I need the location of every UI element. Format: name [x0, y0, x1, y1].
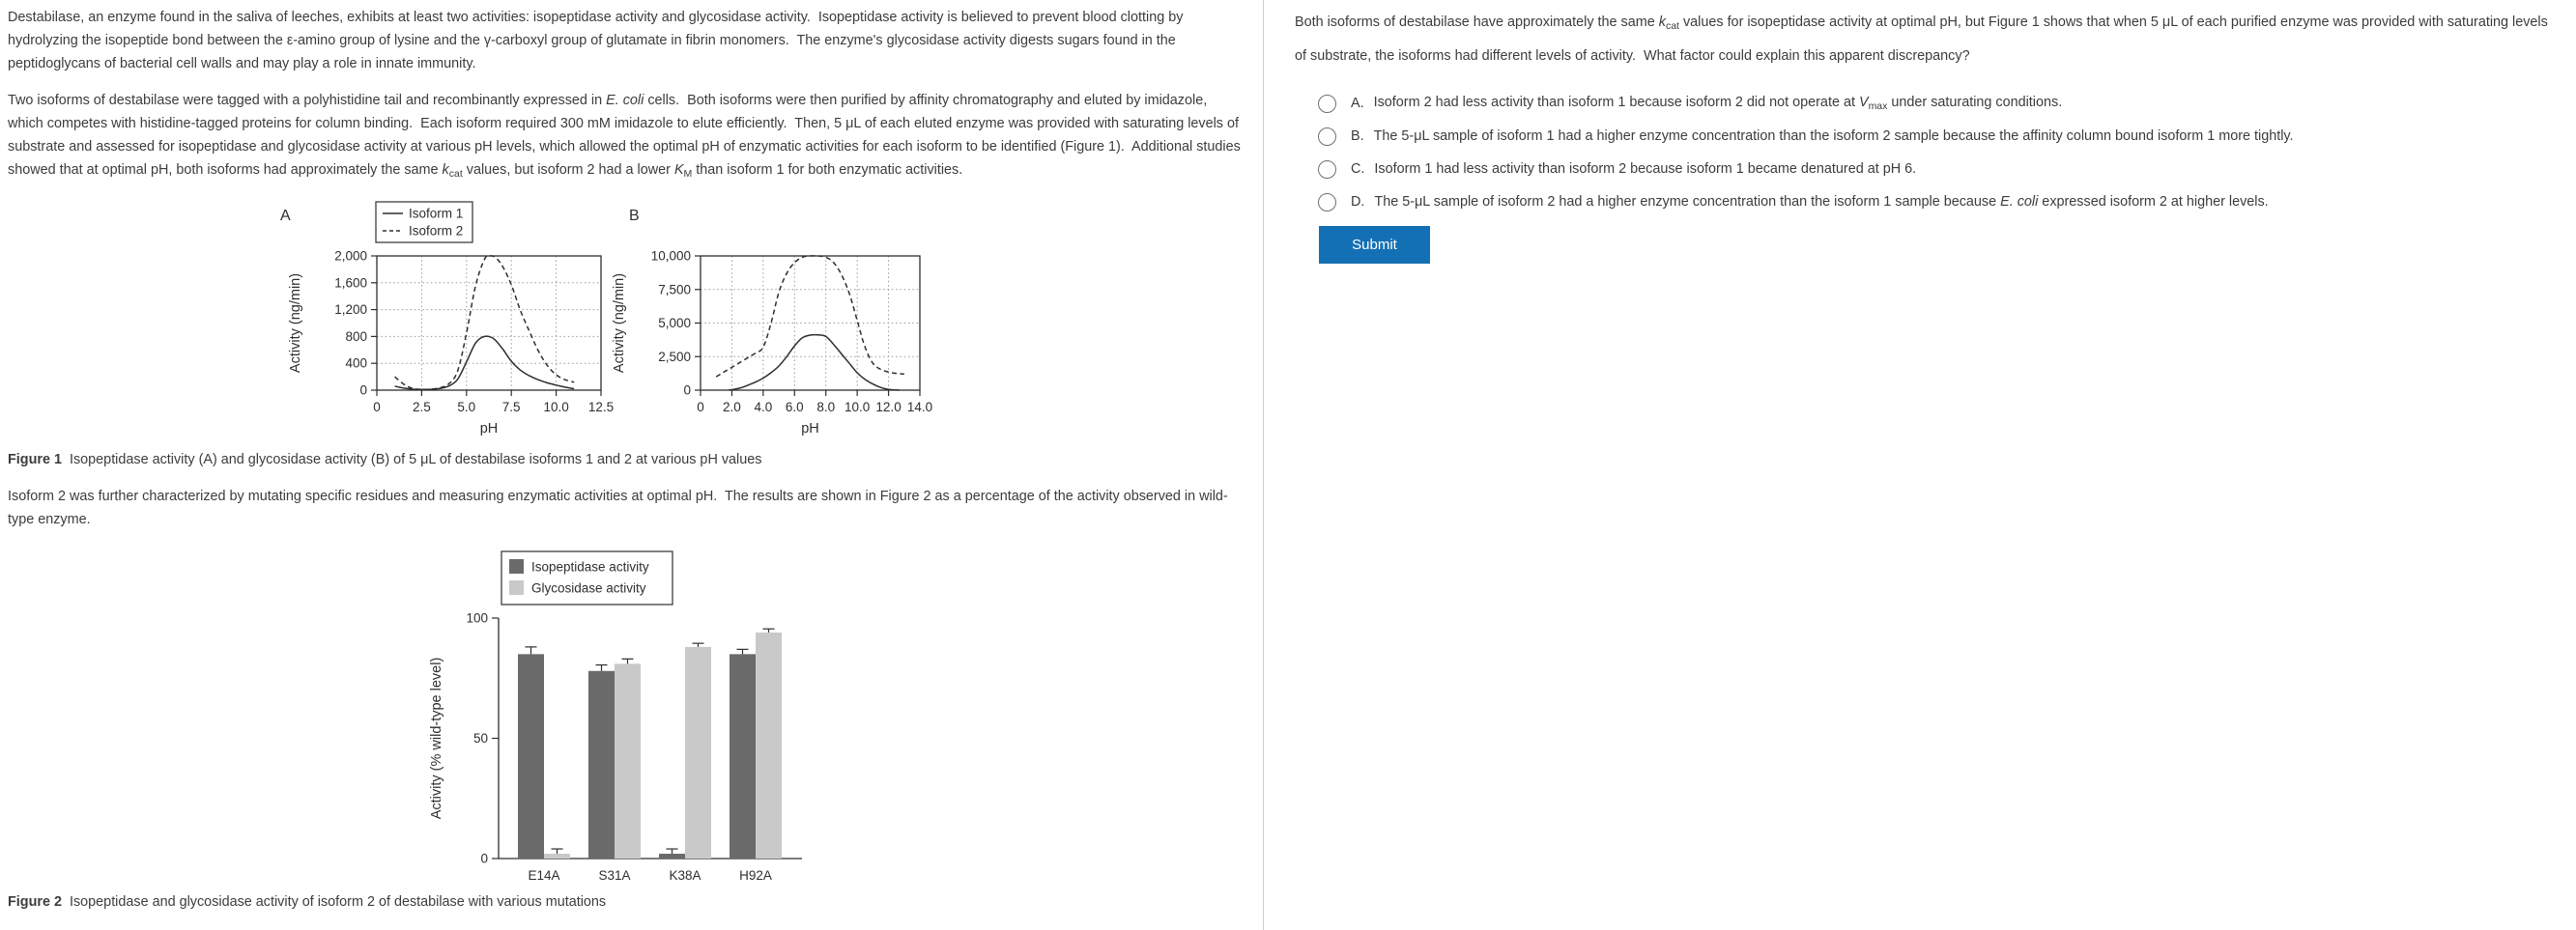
svg-text:7.5: 7.5	[501, 400, 521, 414]
svg-text:Isoform 2: Isoform 2	[409, 223, 464, 239]
figure1-caption: Figure 1 Isopeptidase activity (A) and glycosidase activity (B) of 5 μL of destabilase isoforms 1 and 2 at various pH values	[8, 452, 762, 467]
option-d-radio[interactable]	[1318, 193, 1336, 211]
option-b-radio[interactable]	[1318, 127, 1336, 146]
question-pane	[1264, 0, 2576, 930]
option-c-radio[interactable]	[1318, 160, 1336, 179]
svg-text:2.5: 2.5	[413, 400, 431, 414]
svg-text:2.0: 2.0	[723, 400, 741, 414]
svg-text:10.0: 10.0	[844, 400, 871, 414]
svg-text:50: 50	[472, 731, 488, 746]
svg-text:6.0: 6.0	[785, 400, 804, 414]
svg-text:5,000: 5,000	[658, 316, 691, 330]
option-a-letter: A.	[1351, 96, 1364, 111]
svg-text:12.5: 12.5	[587, 400, 615, 414]
svg-text:2,000: 2,000	[334, 248, 367, 264]
svg-text:14.0: 14.0	[906, 400, 933, 414]
option-d[interactable]	[1318, 185, 2562, 218]
option-c[interactable]	[1318, 153, 2562, 185]
option-a[interactable]	[1318, 87, 2562, 120]
passage-pane	[0, 0, 1264, 930]
svg-text:E14A: E14A	[528, 868, 560, 883]
svg-text:pH: pH	[479, 421, 499, 437]
svg-text:1,600: 1,600	[334, 275, 367, 291]
svg-text:5.0: 5.0	[457, 400, 476, 414]
svg-text:Isopeptidase activity: Isopeptidase activity	[531, 559, 649, 575]
svg-text:0: 0	[359, 382, 367, 398]
figure1-legend	[376, 202, 472, 242]
svg-text:7,500: 7,500	[658, 282, 691, 297]
option-b-text: The 5-μL sample of isoform 1 had a higher enzyme concentration than the isoform 2 sample because the affinity column bound isoform 1 more tightly.	[1373, 128, 2294, 144]
svg-text:Activity (ng/min): Activity (ng/min)	[612, 272, 627, 374]
svg-text:0: 0	[480, 851, 488, 866]
svg-text:0: 0	[373, 400, 381, 414]
figure2	[8, 545, 1245, 890]
svg-text:800: 800	[345, 328, 367, 344]
svg-text:100: 100	[466, 610, 488, 626]
option-d-text: The 5-μL sample of isoform 2 had a higher enzyme concentration than the isoform 1 sample because E. coli expressed isoform 2 at higher levels.	[1374, 194, 2269, 210]
svg-text:B: B	[629, 208, 640, 224]
svg-text:10.0: 10.0	[543, 400, 569, 414]
option-c-letter: C.	[1351, 161, 1365, 177]
svg-text:S31A: S31A	[598, 868, 631, 883]
figure1	[8, 199, 1245, 448]
svg-text:pH: pH	[801, 421, 819, 437]
passage-paragraph-1: Destabilase, an enzyme found in the saliva of leeches, exhibits at least two activities: isopeptidase activity and glycosidase activity. Isopeptidase activity is believed to prevent blood clotting by hydrolyzing the isopeptide bond between the ε-amino group of lysine and the γ-carboxyl group of glutamate in fibrin monomers. The enzyme's glycosidase activity digests sugars found in the peptidoglycans of bacterial cell walls and may play a role in innate immunity.	[8, 10, 1184, 71]
option-b[interactable]	[1318, 120, 2562, 153]
svg-text:0: 0	[683, 382, 691, 398]
figure2-caption: Figure 2 Isopeptidase and glycosidase activity of isoform 2 of destabilase with various mutations	[8, 894, 607, 910]
option-d-letter: D.	[1351, 194, 1365, 210]
svg-text:Glycosidase activity: Glycosidase activity	[531, 580, 646, 596]
svg-text:A: A	[280, 208, 291, 224]
svg-text:0: 0	[697, 400, 704, 414]
passage-paragraph-2: Two isoforms of destabilase were tagged with a polyhistidine tail and recombinantly expressed in E. coli cells. Both isoforms were then purified by affinity chromatography and eluted by imidazole, which competes with histidine-tagged proteins for column binding. Each isoform required 300 mM imidazole to elute efficiently. Then, 5 μL of each eluted enzyme was provided with saturating levels of substrate and assessed for isopeptidase and glycosidase activity at various pH levels, which allowed the optimal pH of enzymatic activities for each isoform to be identified (Figure 1). Additional studies showed that at optimal pH, both isoforms had approximately the same $k_{cat}$ values, but isoform 2 had a lower $K_M$ than isoform 1 for both enzymatic activities.	[8, 93, 1241, 180]
option-a-radio[interactable]	[1318, 95, 1336, 113]
svg-text:Activity (ng/min): Activity (ng/min)	[288, 272, 303, 374]
svg-text:1,200: 1,200	[334, 302, 367, 318]
question-stem: Both isoforms of destabilase have approximately the same $k_{cat}$ values for isopeptidase activity at optimal pH, but Figure 1 shows that when 5 μL of each purified enzyme was provided with saturating levels of substrate, the isoforms had different levels of activity. What factor could explain this apparent discrepancy?	[1295, 14, 2548, 64]
svg-text:400: 400	[345, 355, 367, 371]
svg-text:Isoform 1: Isoform 1	[409, 206, 464, 221]
svg-text:H92A: H92A	[739, 868, 772, 883]
svg-text:8.0: 8.0	[816, 400, 836, 414]
svg-text:K38A: K38A	[669, 868, 701, 883]
svg-text:10,000: 10,000	[650, 248, 691, 264]
figure2-legend	[501, 551, 673, 605]
svg-text:2,500: 2,500	[658, 349, 691, 364]
svg-text:4.0: 4.0	[754, 400, 773, 414]
svg-text:12.0: 12.0	[875, 400, 902, 414]
passage-paragraph-3: Isoform 2 was further characterized by mutating specific residues and measuring enzymatic activities at optimal pH. The results are shown in Figure 2 as a percentage of the activity observed in wild-type enzyme.	[8, 489, 1228, 527]
svg-text:Activity (% wild-type level): Activity (% wild-type level)	[429, 657, 444, 820]
figure2-plot	[429, 611, 802, 884]
option-a-text: Isoform 2 had less activity than isoform 1 because isoform 2 did not operate at $V_{max}$ under saturating conditions.	[1373, 95, 2063, 112]
figure1-panel-b	[612, 208, 932, 437]
figure1-svg	[271, 195, 947, 446]
option-c-text: Isoform 1 had less activity than isoform 2 because isoform 1 became denatured at pH 6.	[1374, 161, 1917, 177]
options-list	[1318, 87, 2562, 218]
submit-button[interactable]: Submit	[1319, 226, 1430, 264]
option-b-letter: B.	[1351, 128, 1364, 144]
figure2-svg	[415, 543, 870, 890]
